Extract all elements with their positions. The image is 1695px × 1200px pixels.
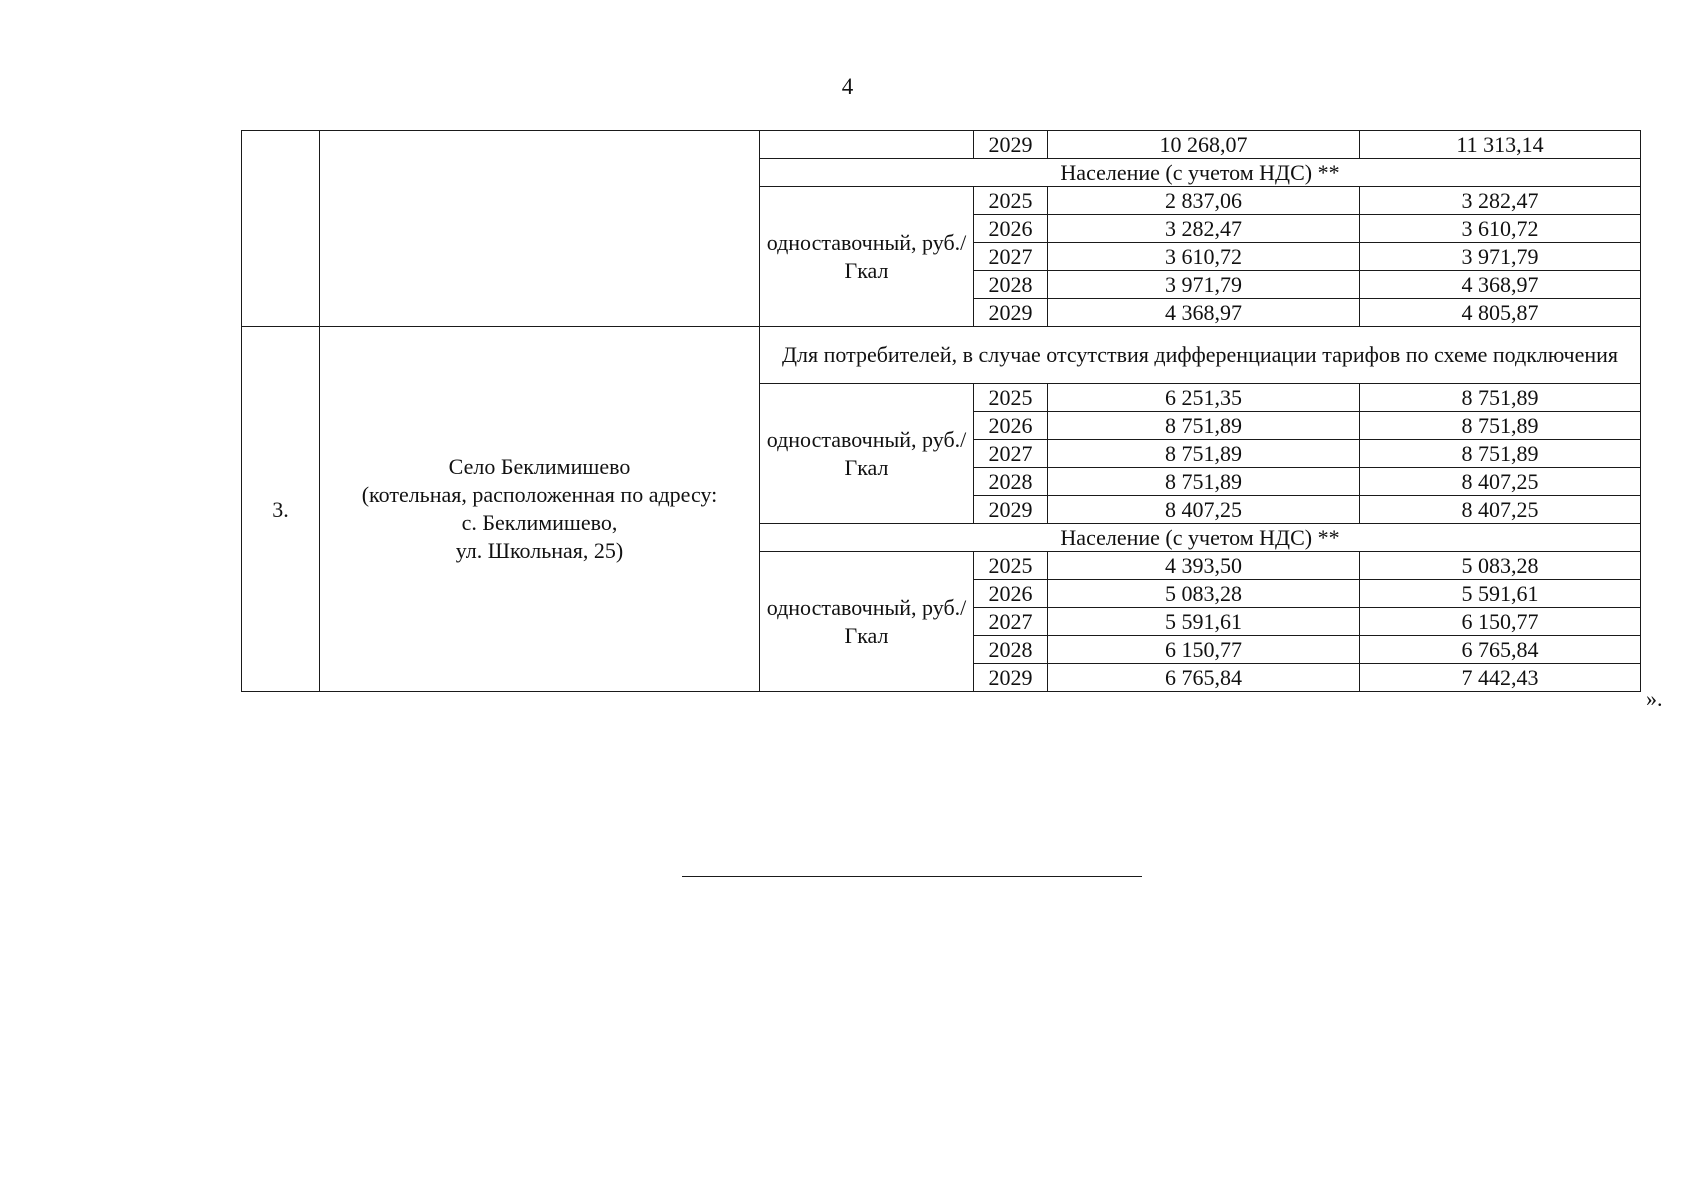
tariff-value-second-half: 11 313,14	[1360, 131, 1641, 159]
rate-label-cell	[760, 131, 974, 159]
year-cell: 2025	[974, 552, 1048, 580]
tariff-value-first-half: 3 610,72	[1048, 243, 1360, 271]
year-cell: 2028	[974, 271, 1048, 299]
tariff-value-first-half: 6 765,84	[1048, 664, 1360, 692]
tariff-value-first-half: 8 407,25	[1048, 496, 1360, 524]
table-row	[242, 131, 1641, 159]
location-cell	[320, 131, 760, 327]
tariff-value-second-half: 8 751,89	[1360, 440, 1641, 468]
tariff-value-first-half: 2 837,06	[1048, 187, 1360, 215]
end-of-document-rule	[682, 876, 1142, 877]
year-cell: 2025	[974, 384, 1048, 412]
rate-label: одноставочный, руб./Гкал	[760, 187, 974, 327]
rate-label: одноставочный, руб./Гкал	[760, 552, 974, 692]
consumers-heading: Для потребителей, в случае отсутствия дифференциации тарифов по схеме подключения	[760, 327, 1641, 384]
tariff-value-second-half: 7 442,43	[1360, 664, 1641, 692]
year-cell: 2029	[974, 299, 1048, 327]
tariff-value-second-half: 4 805,87	[1360, 299, 1641, 327]
year-cell: 2025	[974, 187, 1048, 215]
tariff-value-second-half: 8 751,89	[1360, 412, 1641, 440]
tariff-table	[241, 130, 1641, 692]
tariff-value-second-half: 8 407,25	[1360, 496, 1641, 524]
tariff-value-first-half: 8 751,89	[1048, 440, 1360, 468]
year-cell: 2029	[974, 131, 1048, 159]
tariff-value-second-half: 8 751,89	[1360, 384, 1641, 412]
tariff-value-second-half: 3 282,47	[1360, 187, 1641, 215]
year-cell: 2027	[974, 243, 1048, 271]
location-line: ул. Школьная, 25)	[455, 538, 624, 563]
tariff-value-first-half: 5 591,61	[1048, 608, 1360, 636]
tariff-value-first-half: 5 083,28	[1048, 580, 1360, 608]
tariff-value-first-half: 8 751,89	[1048, 468, 1360, 496]
tariff-value-second-half: 5 591,61	[1360, 580, 1641, 608]
tariff-value-second-half: 3 610,72	[1360, 215, 1641, 243]
location-line: Село Беклимишево	[448, 454, 631, 479]
tariff-value-first-half: 3 971,79	[1048, 271, 1360, 299]
location-cell	[320, 327, 760, 692]
tariff-value-first-half: 8 751,89	[1048, 412, 1360, 440]
year-cell: 2028	[974, 468, 1048, 496]
year-cell: 2026	[974, 215, 1048, 243]
year-cell: 2029	[974, 496, 1048, 524]
year-cell: 2026	[974, 412, 1048, 440]
population-heading: Население (с учетом НДС) **	[760, 159, 1641, 187]
tariff-value-second-half: 3 971,79	[1360, 243, 1641, 271]
closing-quote: ».	[1646, 686, 1663, 711]
tariff-value-second-half: 8 407,25	[1360, 468, 1641, 496]
tariff-value-second-half: 6 150,77	[1360, 608, 1641, 636]
tariff-value-second-half: 6 765,84	[1360, 636, 1641, 664]
tariff-value-first-half: 3 282,47	[1048, 215, 1360, 243]
tariff-value-second-half: 4 368,97	[1360, 271, 1641, 299]
year-cell: 2027	[974, 608, 1048, 636]
entry-number-cell	[242, 131, 320, 327]
page-number: 4	[841, 74, 854, 99]
tariff-value-second-half: 5 083,28	[1360, 552, 1641, 580]
year-cell: 2027	[974, 440, 1048, 468]
entry-number: 3.	[242, 327, 320, 692]
location-line: с. Беклимишево,	[461, 510, 618, 535]
year-cell: 2028	[974, 636, 1048, 664]
tariff-value-first-half: 6 150,77	[1048, 636, 1360, 664]
rate-label: одноставочный, руб./Гкал	[760, 384, 974, 524]
tariff-value-first-half: 4 368,97	[1048, 299, 1360, 327]
tariff-value-first-half: 4 393,50	[1048, 552, 1360, 580]
year-cell: 2026	[974, 580, 1048, 608]
table-row	[242, 327, 1641, 384]
year-cell: 2029	[974, 664, 1048, 692]
population-heading: Население (с учетом НДС) **	[760, 524, 1641, 552]
tariff-value-first-half: 10 268,07	[1048, 131, 1360, 159]
tariff-value-first-half: 6 251,35	[1048, 384, 1360, 412]
location-line: (котельная, расположенная по адресу:	[361, 482, 718, 507]
